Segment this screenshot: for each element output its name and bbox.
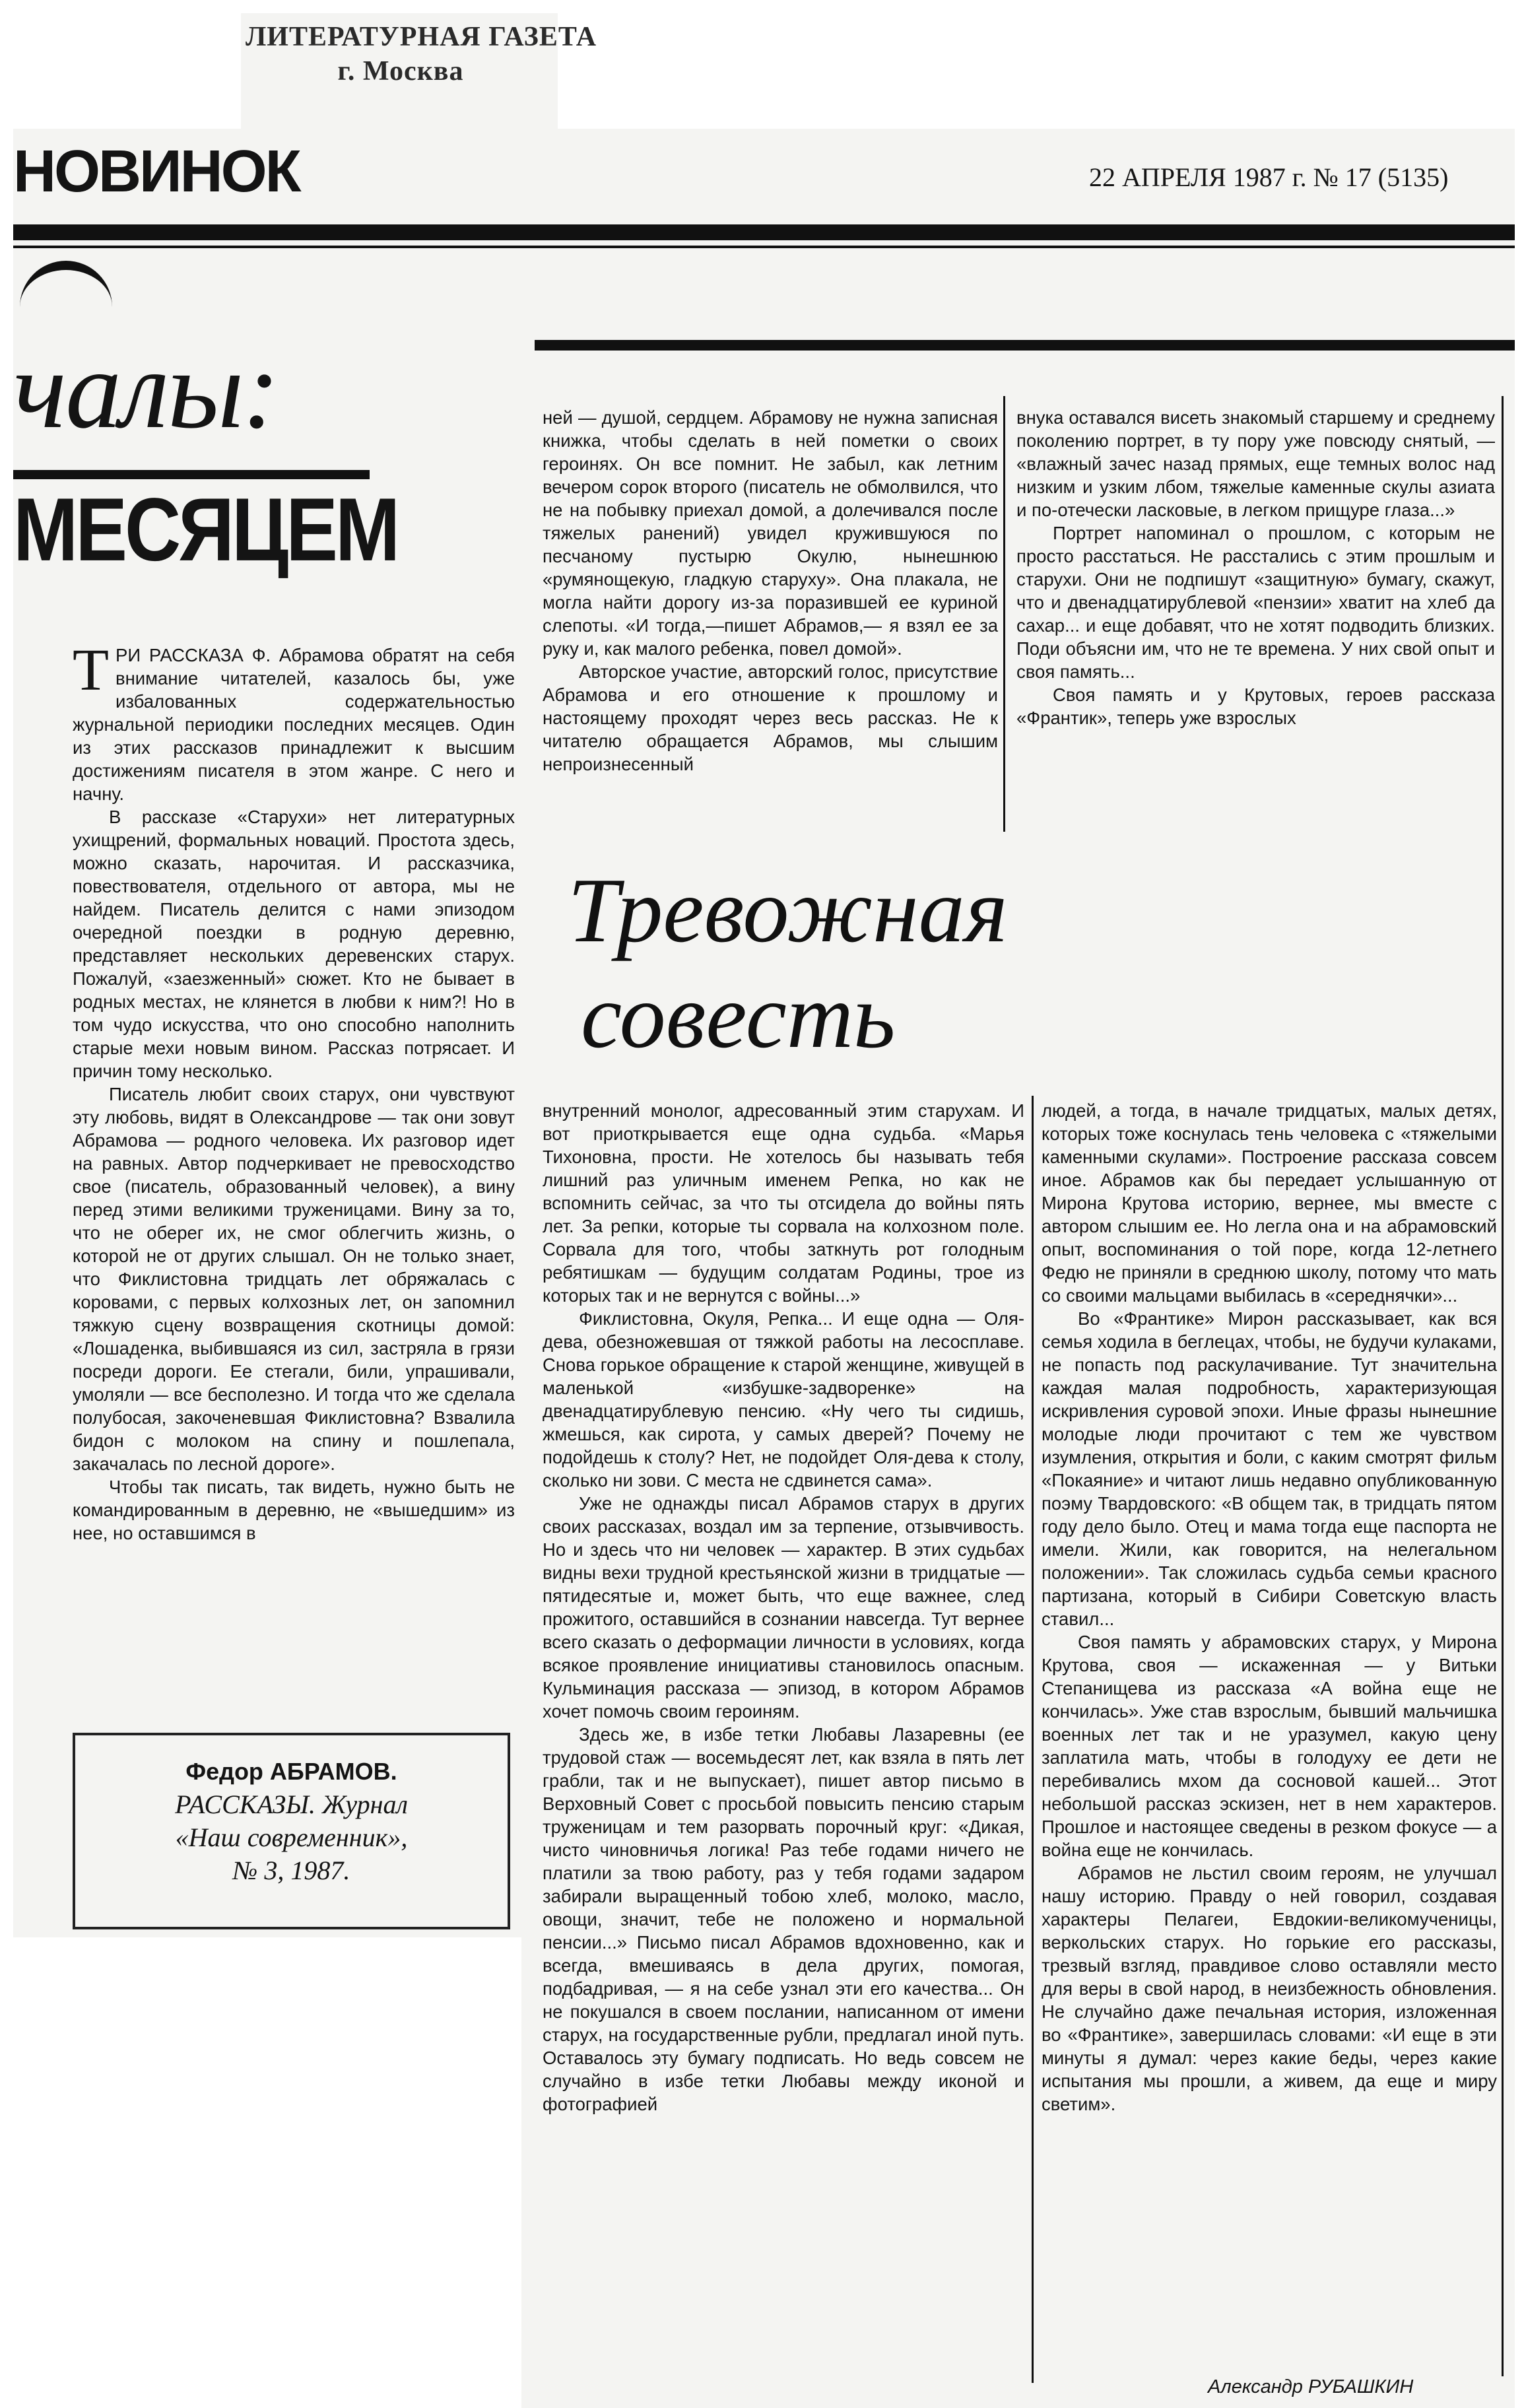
source-info-box [73,1733,510,1929]
source-author: Федор АБРАМОВ. [185,1758,397,1785]
header-rule-top [13,224,1515,240]
article-paragraph: В рассказе «Старухи» нет литературных ухищрений, формальных новаций. Простота здесь, можно сказать, нарочитая. И рассказчика, повествователя, отдельного от автора, мы не найдем. Писатель делится с нами эпизодом очередной поездки в родную деревню, представляет нескольких деревенских старух. Пожалуй, «заезженный» сюжет. Кто не бывает в родных местах, не клянется в любви к ним?! Но в том чудо искусства, что оно способно наполнить старые мехи новым вином. Рассказ потрясает. И причин тому несколько. [73,807,515,1081]
article-title [568,858,1008,1069]
source-line-2: «Наш современник», [175,1823,408,1852]
article-column-1 [73,638,515,1545]
article-paragraph: Здесь же, в избе тетки Любавы Лазаревны (ее трудовой стаж — восемьдесят лет, как взяла в пять лет грабли, так и не выпускает), пишет автор письмо в Верховный Совет с просьбой повысить пенсию старым труженицам и тем разорвать порочный круг: «Дикая, чисто чиновничья логика! Раз тебе годами ничего не платили за твою работу, раз у тебя годами задаром забирали выращенный тобою хлеб, молоко, масло, овощи, значит, тебе не положено и нормальной пенсии...» Письмо писал Абрамов вдохновенно, как и всегда, вмешиваясь в дела других, помогая, подбадривая, — я на себе узнал эти его качества... Он не покушался в своем послании, написанном от имени старух, на государственные рубли, предлагал иной путь. Оставалось эту бумагу подписать. Но ведь совсем не случайно в избе тетки Любавы между иконой и фотографией [543,1724,1024,2114]
article-paragraph: Своя память и у Крутовых, героев рассказа «Франтик», теперь уже взрослых [1016,685,1495,728]
article-column-2-bottom [543,1099,1024,2116]
article-column-2-top [543,406,998,776]
article-paragraph: внутренний монолог, адресованный этим старухам. И вот приоткрывается еще одна судьба. «Марья Тихоновна, прости. Не хотелось бы называть тебя лишний раз уличным именем Репка, но как не вспомнить сейчас, за что ты отсидела до войны пять лет. За репки, которые ты сорвала на колхозном поле. Сорвала для того, чтобы заткнуть рот голодным ребятишкам — будущим солдатам Родины, трое из которых так и не вернутся с войны...» [543,1100,1024,1306]
stamp-line-2: г. Москва [337,56,464,86]
issue-dateline: 22 АПРЕЛЯ 1987 г. № 17 (5135) [1089,162,1449,192]
column-rule-2-3-top [1003,396,1005,832]
column-rule-right [1502,396,1504,2376]
headline-script-word: чалы: [13,327,279,452]
article-paragraph: ней — душой, сердцем. Абрамову не нужна записная книжка, чтобы сделать в ней пометки о своих героинях. Он все помнит. Не забыл, как летним вечером сорок второго (писатель не обмолвился, что не на побывку приехал домой, а долечивался после тяжелых ранений) увидел кружившуюся по песчаному пустырю Окулю, нынешнюю «румянощекую, гладкую старуху». Она плакала, не могла найти дорогу из-за поразившей ее куриной слепоты. «И тогда,—пишет Абрамов,— я взял ее за руку и, как малого ребенка, повел домой». [543,407,998,659]
section-rule [535,340,1515,351]
headline-subhead: МЕСЯЦЕМ [13,479,398,580]
article-paragraph: Авторское участие, авторский голос, присутствие Абрамова и его отношение к прошлому и настоящему проходят через весь рассказ. Не к читателю обращается Абрамов, мы слышим непроизнесенный [543,661,998,774]
drop-cap: Т [73,638,109,703]
author-signature: Александр РУБАШКИН [1208,2376,1414,2397]
article-paragraph: Писатель любит своих старух, они чувствуют эту любовь, видят в Олександрове — так они зовут Абрамова — родного человека. Их разговор идет на равных. Автор подчеркивает не превосходство свое (писатель, образованный человек), а вину перед этими великими труженицами. Вину за то, что не оберег их, не смог облегчить жизнь, о которой не от других слышал. Он не только знает, что Фиклистовна тридцать лет обряжалась с коровами, с первых колхозных лет, он запомнил тяжкую сцену возвращения скотницы домой: «Лошаденка, выбившаяся из сил, застряла в грязи посреди дороги. Ее стегали, били, упрашивали, умоляли — все бесполезно. И тогда что же сделала полубосая, закоченевшая Фиклистовна? Взвалила бидон с молоком на спину и пошлепала, закачалась по лесной дороге». [73,1084,515,1474]
subhead-rule [13,470,370,479]
article-paragraph: Абрамов не льстил своим героям, не улучшал нашу историю. Правду о ней говорил, создавая характеры Пелагеи, Евдокии-великомученицы, веркольских старух. Но горькие его рассказы, трезвый взгляд, правдивое слово оставляли место для веры в свой народ, в неизбежность обновления. Не случайно даже печальная история, изложенная во «Франтике», завершилась словами: «И еще в эти минуты я думал: через какие беды, через какие испытания мы прошли, а живем, да еще и миру светим». [1042,1863,1497,2114]
article-column-3-bottom [1042,1099,1497,2116]
paragraph-text: РИ РАССКАЗА Ф. Абрамова обратят на себя внимание читателей, казалось бы, уже избалованных содержательностью журнальной периодики последних месяцев. Один из этих рассказов принадлежит к высшим достижениям писателя в этом жанре. С него и начну. [73,645,515,804]
source-line-3: № 3, 1987. [232,1856,350,1885]
column-rule-2-3-bottom [1032,1096,1034,2383]
library-stamp [246,20,597,119]
source-line-1: РАССКАЗЫ. Журнал [175,1789,408,1819]
article-paragraph: людей, а тогда, в начале тридцатых, малых детях, которых тоже коснулась тень человека с «тяжелыми каменными скулами». Построение рассказа совсем иное. Абрамов как бы передает услышанную от Мирона Крутова историю, вернее, мы вместе с автором слышим ее. Но легла она и на абрамовский опыт, воспоминания о той поре, когда 12-летнего Федю не приняли в среднюю школу, потому что мать со своими мальцами выбилась в «середнячки»... [1042,1100,1497,1306]
article-paragraph: Своя память у абрамовских старух, у Мирона Крутова, своя — искаженная — у Витьки Степанищева из рассказа «А война еще не кончилась». Уже став взрослым, бывший мальчишка военных лет так и не уразумел, какую цену заплатила мать, чтобы в голодуху ее дети не перебивались мхом да сосновой кашей... Этот небольшой рассказ эскизен, нет в нем характеров. Прошлое и настоящее сведены в резком фокусе — а война еще не кончилась. [1042,1632,1497,1860]
article-paragraph: Фиклистовна, Окуля, Репка... И еще одна — Оля-дева, обезножевшая от тяжкой работы на лесосплаве. Снова горькое обращение к старой женщине, живущей в маленькой «избушке-задворенке» на двенадцатирублевую пенсию. «Ну чего ты сидишь, жмешься, как сирота, у самых дверей? Почему не подойдешь к столу? Нет, не подойдет Оля-дева к столу, сколько ни зови. С места не сдвинется сама». [543,1308,1024,1490]
article-paragraph: внука оставался висеть знакомый старшему и среднему поколению портрет, в ту пору уже повсюду снятый, — «влажный зачес назад прямых, еще темных волос над низким и узким лбом, тяжелые каменные скулы азиата и по-отечески ласковые, в легком прищуре глаза...» [1016,407,1495,520]
article-paragraph: Во «Франтике» Мирон рассказывает, как вся семья ходила в беглецах, чтобы, не будучи кулаками, не попасть под раскулачивание. Тут значительна каждая малая подробность, характеризующая искривления суровой эпохи. Иные фразы нынешние молодые люди прочитают с тем же чувством изумления, открытия и боли, с каким смотрят фильм «Покаяние» и читают лишь недавно опубликованную поэму Твардовского: «В общем так, в тридцать пятом году дело было. Отец и мама тогда еще паспорта не имели. Жили, как говорится, на нелегальном положении». Так сложилась судьба семьи красного партизана, который в Сибири Советскую власть ставил... [1042,1308,1497,1629]
article-lead-paragraph [73,638,515,805]
article-column-3-top [1016,406,1495,729]
rubric-title: НОВИНОК [13,139,300,205]
article-paragraph: Чтобы так писать, так видеть, нужно быть не командированным в деревню, не «вышедшим» из нее, но оставшимся в [73,1477,515,1543]
header-rule-thin [13,246,1515,248]
stamp-line-1: ЛИТЕРАТУРНАЯ ГАЗЕТА [246,22,597,52]
article-paragraph: Портрет напоминал о прошлом, с которым не просто расстаться. Не расстались с этим прошлым и старухи. Они не подпишут «защитную» бумагу, скажут, что и двенадцатирублевой «пензии» хватит на хлеб да сахар... и еще добавят, что не хотят подводить близких. Поди объясни им, что не те времена. У них свой опыт и своя память... [1016,523,1495,682]
title-line-2: совесть [581,965,896,1067]
title-line-1: Тревожная [568,859,1008,962]
article-paragraph: Уже не однажды писал Абрамов старух в других своих рассказах, воздал им за терпение, отзывчивость. Но и здесь что ни человек — характер. В этих судьбах видны вехи трудной крестьянской жизни в тридцатые — пятидесятые и, может быть, что еще важнее, след прожитого, оставшийся в сознании навсегда. Тут вернее всего сказать о деформации личности в условиях, когда всякое проявление инициативы становилось опасным. Кульминация рассказа — эпизод, в котором Абрамов хочет помочь своим героиням. [543,1493,1024,1722]
